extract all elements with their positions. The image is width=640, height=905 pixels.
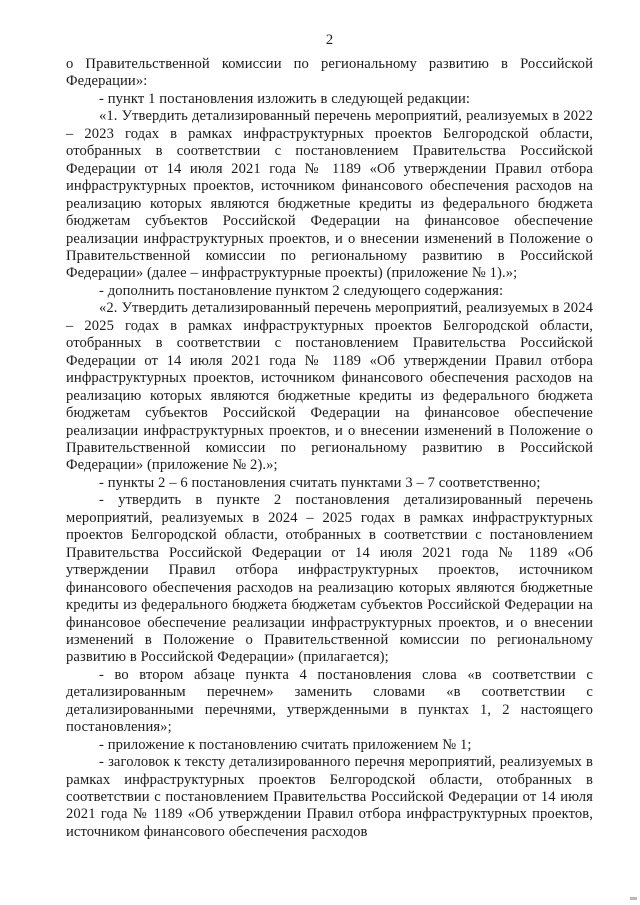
- page-number: 2: [325, 32, 334, 48]
- paragraph-amend-item-1: - пункт 1 постановления изложить в следующей редакции:: [99, 90, 471, 107]
- paragraph-clause-1-text: «1. Утвердить детализированный перечень мероприятий, реализуемых в 2022 – 2023 годах в рамках инфраструктурных проектов Белгородской области, отобранных в соответствии с постановлением Правительства Российской Федерации от 14 июля 2021 года № 1189 «Об утверждении Правил отбора инфраструктурных проектов, источником финансового обеспечения расходов на реализацию которых являются бюджетные кредиты из федерального бюджета бюджетам субъектов Российской Федерации на финансовое обеспечение реализации инфраструктурных проектов, и о внесении изменений в Положение о Правительственной комиссии по региональному развитию в Российской Федерации» (далее – инфраструктурные проекты) (приложение № 1).»;: [66, 108, 593, 282]
- paragraph-clause-2-text: «2. Утвердить детализированный перечень мероприятий, реализуемых в 2024 – 2025 годах в рамках инфраструктурных проектов Белгородской области, отобранных в соответствии с постановлением Правительства Российской Федерации от 14 июля 2021 года № 1189 «Об утверждении Правил отбора инфраструктурных проектов, источником финансового обеспечения расходов на реализацию которых являются бюджетные кредиты из федерального бюджета бюджетам субъектов Российской Федерации на финансовое обеспечение реализации инфраструктурных проектов, и о внесении изменений в Положение о Правительственной комиссии по региональному развитию в Российской Федерации» (приложение № 2).»;: [66, 300, 593, 474]
- paragraph-heading-change: - заголовок к тексту детализированного перечня мероприятий, реализуемых в рамках инфраструктурных проектов Белгородской области, отобранных в соответствии с постановлением Правительства Российской Федерации от 14 июля 2021 года № 1189 «Об утверждении Правил отбора инфраструктурных проектов, источником финансового обеспечения расходов: [66, 754, 593, 840]
- paragraph-add-clause-2: - дополнить постановление пунктом 2 следующего содержания:: [99, 282, 504, 299]
- paragraph-replace-words: - во втором абзаце пункта 4 постановления слова «в соответствии с детализированным перечнем» заменить словами «в соответствии с детализированными перечнями, утвержденными в пунктах 1, 2 настоящего постановления»;: [66, 666, 593, 736]
- paragraph-continuation: о Правительственной комиссии по региональному развитию в Российской Федерации»:: [66, 56, 593, 90]
- paragraph-annex-renumber: - приложение к постановлению считать приложением № 1;: [99, 736, 472, 753]
- paragraph-renumber-clauses: - пункты 2 – 6 постановления считать пунктами 3 – 7 соответственно;: [99, 474, 541, 491]
- scan-artifact: [630, 897, 637, 900]
- paragraph-approve-list: - утвердить в пункте 2 постановления детализированный перечень мероприятий, реализуемых в 2024 – 2025 годах в рамках инфраструктурных проектов Белгородской области, отобранных в соответствии с постановлением Правительства Российской Федерации от 14 июля 2021 года № 1189 «Об утверждении Правил отбора инфраструктурных проектов, источником финансового обеспечения расходов на реализацию которых являются бюджетные кредиты из федерального бюджета бюджетам субъектов Российской Федерации на финансовое обеспечение реализации инфраструктурных проектов, и о внесении изменений в Положение о Правительственной комиссии по региональному развитию в Российской Федерации» (прилагается);: [66, 492, 593, 666]
- document-body: [66, 56, 593, 841]
